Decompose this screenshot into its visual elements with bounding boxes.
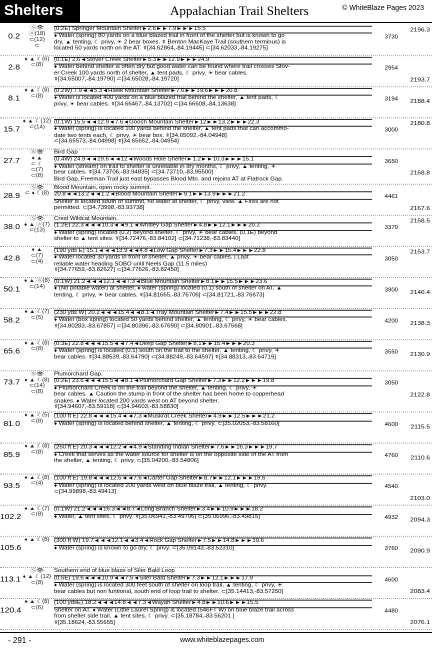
entry-line: ⊂[34.99898,-83.49413] — [54, 489, 117, 495]
entry-line: ☤[34.94607,-83.59118] ⊂[34.94603,-83.58830] — [54, 404, 179, 410]
mileage-value: 2090.9 — [410, 548, 430, 555]
amenity-icon: ⊂(8) — [30, 389, 44, 395]
mile-marker: 50.1 — [3, 284, 20, 294]
mileage-value — [400, 527, 430, 536]
mileage-value — [400, 139, 430, 148]
entry-line: ♦ Water behind shelter is often dry but good water can be found where trail crosses Stov- — [54, 64, 290, 70]
amenity-icon: ♦ ▲ ☾(6) — [24, 56, 50, 62]
mileage-value — [400, 152, 430, 161]
amenity-icons — [22, 149, 52, 183]
elevation: 4600 — [384, 422, 398, 428]
shelter-name-line: (100 ydsE) 18.2◄◄◄14.8◄◄7.3◄Wayah Shelter►4.8►►10.6►►►15.5 — [54, 600, 372, 608]
shelter-name-line: (250 ft E) 20.3◄◄◄12.2◄◄4.9◄Standing Indian Shelter►7.6►►16.3►►►19.7 — [54, 445, 372, 453]
mile-marker: 8.1 — [8, 93, 20, 103]
elevation: 4600 — [384, 578, 398, 584]
mileage-value — [400, 434, 430, 443]
entry-text — [52, 56, 374, 86]
shelter-name-line: (0.1E) 2.6◄Stover Creek Shelter►5.3►►12.9►►►24.9 — [54, 57, 372, 65]
amenity-icon: ♦ ▲ ☾(12) — [22, 574, 52, 580]
entry-line: from shelter side trail, ▲ tent sites, ☾ privy. ⊂[35.18784,-83.56201 ] — [54, 614, 235, 620]
mileage-value — [400, 268, 430, 277]
mileage-value — [400, 330, 430, 339]
entry-text — [52, 278, 374, 308]
mileage-value — [400, 259, 430, 268]
amenity-icons — [22, 25, 52, 55]
amenity-icon: ♦ ▲ — [31, 247, 43, 253]
northbound-mileage — [400, 475, 432, 505]
amenity-icons — [22, 118, 52, 148]
mileage-value — [400, 37, 430, 46]
amenity-icon: ⊂(14) — [29, 124, 45, 131]
entry-line: ☤[34.80283,-83.67857] ⊂[34.80396,-83.67690] ⊂[34.80901,-83.67568] — [54, 324, 243, 330]
shelter-name-line: (0.2W) 7.9◄◄5.3◄Hawk Mountain Shelter►7.6►►19.6►►►20.8 — [54, 88, 372, 96]
mileage-value — [400, 59, 430, 68]
shelter-entry — [0, 56, 432, 87]
entry-line: bear cables. ▲ Caution the stump in front of the shelter has been home to copperhead — [54, 392, 285, 398]
entry-line: ☤[34.65007,-84.19790] ⊂[34.65028,-84.19720] — [54, 77, 179, 83]
shelter-entry — [0, 371, 432, 413]
elevation: 3650 — [384, 159, 398, 165]
elevation: 3900 — [384, 288, 398, 294]
entry-text — [52, 216, 374, 246]
mileage-value — [400, 602, 430, 611]
mileage-value — [400, 580, 430, 589]
website-link[interactable]: www.whiteblazepages.com — [180, 637, 265, 644]
entry-line: Shelter is located south of summit, no water at shelter, ☾ privy, view. ▲ Fires are not — [54, 199, 279, 205]
mileage-value — [400, 374, 430, 383]
mile-marker: 105.6 — [0, 543, 22, 553]
mile-marker: 38.0 — [3, 222, 20, 231]
amenity-icon: ♦ ▲ ☾(12) — [22, 119, 52, 125]
mile-marker: 73.7 — [3, 377, 20, 387]
amenity-icons — [22, 278, 52, 308]
mileage-value: 2094.3 — [410, 517, 430, 524]
entry-line: ♦ Water (spring) is known to go dry, ☾ privy. ⊂[35.09143,-83.52310] — [54, 545, 235, 551]
entry-line: ♦ Water (spring) is located behind shelter, ▲ tenting, ☾ privy. ⊂[35.02053,-83.58160] — [54, 421, 280, 427]
northbound-mileage — [400, 444, 432, 474]
mileage-value — [400, 312, 430, 321]
amenity-icon: ⊂(14) — [29, 284, 45, 290]
entry-text — [52, 475, 374, 505]
entry-text — [52, 413, 374, 443]
mileage-value: 2115.5 — [410, 424, 430, 431]
mileage-value: 2158.5 — [410, 218, 430, 225]
mileage-value — [400, 237, 430, 246]
mileage-value: 2138.3 — [410, 320, 430, 327]
amenity-icon: Ⓢ👁 — [30, 216, 44, 222]
amenity-icons — [22, 247, 52, 277]
entry-text — [52, 444, 374, 474]
shelter-name-line: (230 yds W) 20.2◄◄◄15.4◄◄8.1◄Tray Mountain Shelter►7.4►►15.5►►►22.8 — [54, 310, 372, 318]
entry-line: ♦ Plumorchard Creek is on the trail beyond the shelter, ▲ tenting, ☾ privy, ☀ — [54, 386, 258, 392]
amenity-icon: ⊂ ♦ ☾(8) — [24, 191, 50, 197]
mileage-value: 2168.8 — [410, 170, 430, 177]
amenity-icon: ♦ ▲ ☾(8) — [24, 88, 50, 94]
shelter-name-line: (100 ft E) 22.8◄◄◄15.4◄◄7.3◄Muskrat Creek Shelter►4.9►►12.5►►►21.2 — [54, 414, 372, 422]
amenity-icon: Ⓢ👁 — [30, 25, 44, 31]
shelter-name-line: (0.5E) 19.6◄◄◄10.9◄◄7.5◄Siler Bald Shelter►7.3►►12.1►►►17.9 — [54, 575, 372, 583]
amenity-icon: ♦ ▲ ⓐ(8) — [24, 278, 50, 284]
shelter-entry — [0, 309, 432, 340]
northbound-mileage — [400, 149, 432, 183]
shelter-name-line: (190 yds E) 15.1◄◄◄13.9◄◄4.8◄Low Gap Shelter►7.3►►15.4►►►22.8 — [54, 248, 372, 256]
mileage-value — [400, 361, 430, 370]
mile-marker: 2.8 — [8, 62, 20, 72]
entry-text — [52, 599, 374, 629]
mileage-value — [400, 415, 430, 424]
amenity-icon: ⓐ(18) — [28, 31, 46, 37]
mileage-value — [400, 343, 430, 352]
copyright-notice: © WhiteBlaze Pages 2023 — [342, 5, 424, 12]
amenity-icon: ⊂(8) — [30, 580, 44, 586]
amenity-icon: ♦ ▲ ☾(7) — [24, 309, 50, 315]
mileage-value — [400, 280, 430, 289]
entry-text — [52, 340, 374, 370]
northbound-mileage — [400, 118, 432, 148]
entry-text — [52, 25, 374, 55]
mile-marker: 28.9 — [3, 191, 20, 200]
shelter-name-line: (0.3E) 22.8◄◄◄15.5◄◄7.4◄Deep Gap Shelter►8.1►►15.4►►►20.3 — [54, 341, 372, 349]
amenity-icon: Ⓢ👁 — [30, 150, 44, 156]
mileage-value — [400, 571, 430, 580]
mileage-value — [400, 611, 430, 620]
northbound-mileage — [400, 87, 432, 117]
mileage-value: 2130.9 — [410, 351, 430, 358]
mileage-value — [400, 465, 430, 474]
amenity-icon: ♦ ▲ ☾(8) — [24, 377, 50, 383]
elevation: 3370 — [384, 225, 398, 231]
amenity-icon: ⊂(5) — [30, 315, 44, 321]
amenity-icons — [22, 506, 52, 536]
elevation: 4932 — [384, 516, 398, 522]
amenity-icons — [22, 599, 52, 629]
mileage-value: 2146.4 — [410, 289, 430, 296]
mile-marker: 93.5 — [3, 481, 20, 491]
shelter-entry — [0, 118, 432, 149]
entry-text — [52, 537, 374, 567]
elevation: 4461 — [384, 194, 398, 200]
amenity-icon: ♦ ▲ ☾(8) — [24, 537, 50, 544]
amenity-icon: ⊂(8) — [30, 512, 44, 518]
entry-line: Plumorchard Gap. — [54, 372, 103, 378]
amenity-icons — [22, 340, 52, 370]
elevation: 3194 — [384, 97, 398, 103]
shelter-name-line: (0.4W) 24.9◄◄19.6◄◄12◄Woods Hole Shelter►1.2►►10.3►►►15.1 — [54, 156, 372, 164]
shelter-entry — [0, 25, 432, 56]
mileage-value — [400, 299, 430, 308]
amenity-icon: Ⓢ👁 — [30, 185, 44, 191]
mileage-value: 2180.8 — [410, 120, 430, 127]
entry-line: ☤[35.18624,-83.55655] — [54, 620, 116, 626]
shelter-entry — [0, 444, 432, 475]
mileage-value — [400, 558, 430, 567]
entry-line: the shelter, ▲ tenting, ☾ privy. ⊂[35.04200,-83.54806] — [54, 458, 199, 464]
entry-line: ⊂[34.65573,-84.04998] ☤[34.65652,-84.04954] — [54, 139, 179, 145]
entry-line: ♦ Water located 30 yards in front of shelter, ▲ privy, ☀ bear cables. | Last — [54, 255, 249, 261]
shelter-entry — [0, 599, 432, 630]
entry-line: privy, ☀ bear cables. ☤[34.66467,-84.13702] ⊂[34.66608,-84.13638] — [54, 102, 236, 108]
mileage-value: 2153.7 — [410, 249, 430, 256]
entry-line: ♦ Water is located 400 yards on a blue blazed trail behind the shelter, ▲ tent pads, ☾ — [54, 95, 280, 101]
amenity-icon: ⊂(14) — [29, 383, 45, 389]
entry-line: ☤[34.77659,-83.82627] ⊂[34.77626,-83.82450] — [54, 268, 179, 274]
entry-text — [52, 568, 374, 598]
mileage-value: 2188.4 — [410, 98, 430, 105]
shelter-name-line: (1.2E) 22.3◄◄◄10.3◄◄9.1◄Whitley Gap Shelter►4.8►►12.1►►►20.2 — [54, 223, 372, 231]
entry-line: located 50 yards north on the AT. ☤[34.62864,-84.19445] ⊂[34.62033,-84.19275] — [54, 46, 268, 52]
elevation: 3760 — [384, 547, 398, 553]
mileage-value: 2193.7 — [410, 77, 430, 83]
mile-marker: 113.1 — [0, 574, 21, 584]
elevation: 3050 — [384, 381, 398, 387]
amenity-icons — [22, 537, 52, 567]
entry-line: Bird Gap, Freeman Trail just east bypasses Blood Mtn. and rejoins AT at Flatrock Gap. — [54, 176, 284, 182]
mile-marker: 42.8 — [3, 253, 20, 262]
amenity-icon: Ⓢ👁 — [30, 569, 44, 575]
entry-line: reliable water heading SOBO until Neels Gap (11.5 miles) — [54, 261, 207, 267]
northbound-mileage — [400, 185, 432, 215]
amenity-icon: ⊂(12) — [29, 37, 45, 43]
mileage-value — [400, 196, 430, 205]
amenity-icon: ⊂(13) — [29, 228, 45, 234]
amenity-icon: ⊂ — [34, 43, 40, 49]
entry-line: ♦ Water (spring) is located 100 yards behind the shelter, ▲ tent pads that can accommo- — [54, 127, 289, 133]
entry-line: date two tents each, ☾ privy, ☀ bear box. ☤[34.65092,-84.04948] — [54, 133, 227, 139]
shelter-entry — [0, 185, 432, 216]
elevation: 3050 — [384, 256, 398, 262]
entry-line: permitted. ⊂[34.73998,-83.93738] — [54, 205, 145, 211]
mileage-value — [400, 509, 430, 518]
mileage-value — [400, 540, 430, 549]
entry-line: ♦ Water (spring) is located 200 yards west on blue blaze trail, ▲ tenting, ☾ privy. — [54, 483, 268, 489]
shelter-entry — [0, 413, 432, 444]
mileage-value: 2122.8 — [410, 392, 430, 399]
northbound-mileage — [400, 25, 432, 55]
entry-line: ♦ Water (spring) located (0.2) beyond shelter, ☾ privy, ☀ bear cables. (0.1E) beyond — [54, 230, 278, 236]
entry-line: ♦ Water (spring) is located (0.1) south on the trail to the shelter, ▲ tenting, ☾ privy, ☀ — [54, 348, 280, 354]
mileage-value — [400, 187, 430, 196]
entry-line: ♦ Water (spring) 80 yards on a blue blazed trail in front of the shelter but is known to go — [54, 33, 285, 39]
entry-text — [52, 309, 374, 339]
page-number: - 291 - — [8, 636, 32, 645]
page-title: Appalachian Trail Shelters — [170, 3, 309, 18]
mile-marker: 0.2 — [8, 31, 20, 41]
shelter-name-line: (0.2E) 23.6◄◄◄15.5◄◄8.1◄Plumorchard Gap Shelter►7.3►►12.2►►►19.8 — [54, 378, 372, 386]
shelter-entry — [0, 149, 432, 184]
shelter-entry — [0, 340, 432, 371]
amenity-icon: ♦ ▲ ☾(8) — [24, 600, 50, 606]
entry-line: ♦ Water (spring) is located 300 feet south of shelter on loop trail, ▲ tenting, ☾ privy, ☀ — [54, 583, 283, 589]
amenity-icon: ⊂(4) — [30, 481, 44, 487]
mileage-value: 2076.1 — [410, 620, 430, 627]
shelter-list — [0, 25, 432, 630]
amenity-icons — [22, 216, 52, 246]
shelter-entry — [0, 247, 432, 278]
amenity-icons — [22, 56, 52, 86]
shelter-entry — [0, 216, 432, 247]
page-footer — [0, 632, 432, 648]
northbound-mileage — [400, 278, 432, 308]
elevation: 3000 — [384, 128, 398, 134]
northbound-mileage — [400, 371, 432, 412]
mileage-value — [400, 90, 430, 99]
mileage-value — [400, 46, 430, 55]
amenity-icons — [22, 309, 52, 339]
entry-line: snakes. ♦ Water located 200 yards west on AT beyond shelter. — [54, 398, 220, 404]
mileage-value: 2167.6 — [410, 205, 430, 212]
mileage-value — [400, 130, 430, 139]
mileage-value — [400, 161, 430, 170]
mile-marker: 81.0 — [3, 419, 20, 428]
amenity-icon: ⊂(6) — [30, 606, 44, 612]
entry-line: bear cables. ☤[34.88539,-83.64790] ⊂[34.88249,-83.64597] ☤[34.88313,-83.64719] — [54, 355, 276, 361]
amenity-icon: ⊂(8) — [30, 93, 44, 99]
northbound-mileage — [400, 599, 432, 629]
amenity-icon: ♦ ▲ ☾(5) — [24, 413, 50, 419]
northbound-mileage — [400, 506, 432, 536]
shelter-name-line: (0.1W) 21.2◄◄◄16.3◄◄8.7◄Long Branch Shelter►3.4►►10.9►►►18.2 — [54, 507, 372, 515]
mileage-value — [400, 228, 430, 237]
elevation: 4540 — [384, 485, 398, 491]
northbound-mileage — [400, 340, 432, 370]
amenity-icon: ♦ ▲ ☾(8) — [24, 444, 50, 450]
northbound-mileage — [400, 216, 432, 246]
northbound-mileage — [400, 56, 432, 86]
mile-marker: 85.9 — [3, 450, 20, 459]
amenity-icon: ♦ ▲ ☾(8) — [24, 475, 50, 481]
shelter-name-line: (0.1W) 21.2◄◄◄12.1◄◄7.3◄Blue Mountain Shelter►8.1►►15.5►►►23.6 — [54, 279, 372, 287]
entry-line: ♦ (No potable water) at shelter, ♦ water (spring) located (0.1) south of shelter on AT, ▲ — [54, 286, 283, 292]
header-divider — [0, 22, 432, 23]
shelter-name-line: 20.8◄◄13.2◄◄1.2◄Blood Mountain Shelter►9.1►►13.9►►►21.2 — [54, 192, 372, 200]
shelter-name-line: (0.2E) Springer Mountain Shelter►2.6►►7.9►►►15.5 — [54, 26, 372, 34]
amenity-icon: ♦ ▲ ⓐ(7) — [24, 222, 50, 228]
shelter-entry — [0, 278, 432, 309]
amenity-icon: ⊂(4) — [30, 259, 44, 265]
mileage-value — [400, 477, 430, 486]
elevation: 3550 — [384, 350, 398, 356]
amenity-icon: ⊂(8) — [30, 450, 44, 456]
amenity-icon: ♦ ▲ — [31, 156, 43, 162]
entry-line: Shelter on AT. ♦ Water (Little Laurel Spring) is located (546FT W) on blue blaze trail across — [54, 608, 295, 614]
amenity-icon: ⊂(7) — [30, 167, 44, 173]
shelter-entry — [0, 568, 432, 599]
entry-line: bear cables. ☤[34.73706,-83.94835] ⊂[34.73710,-83.95500] — [54, 170, 214, 176]
amenity-icon: ⊂(8) — [30, 173, 44, 179]
entry-text — [52, 247, 374, 277]
elevation: 3730 — [384, 35, 398, 41]
entry-text — [52, 185, 374, 215]
mile-marker: 15.7 — [3, 124, 20, 134]
mileage-value — [400, 108, 430, 117]
entry-line: Blood Mountain, open rocky summit. — [54, 185, 152, 191]
entry-line: Bird Gap — [54, 150, 78, 156]
amenity-icon: ♦ ▲ ☾(8) — [24, 340, 50, 347]
northbound-mileage — [400, 309, 432, 339]
northbound-mileage — [400, 413, 432, 443]
shelter-entry — [0, 506, 432, 537]
amenity-icon: ⊂(7) — [30, 253, 44, 259]
shelter-name-line: (300 ft W) 19.7◄◄◄12.1◄◄3.4◄Rock Gap Shelter►7.5►►14.8►►►19.6 — [54, 538, 372, 546]
entry-text — [52, 149, 374, 183]
entry-text — [52, 506, 374, 536]
mileage-value — [400, 68, 430, 77]
northbound-mileage — [400, 568, 432, 598]
amenity-icon: ⊂(8) — [30, 419, 44, 425]
elevation: 4200 — [384, 319, 398, 325]
mile-marker: 65.6 — [3, 346, 20, 356]
elevation: 4760 — [384, 453, 398, 459]
amenity-icon: ⊂(8) — [30, 346, 44, 352]
amenity-icons — [22, 185, 52, 215]
amenity-icons — [22, 371, 52, 412]
entry-line: ♦ Water (box spring) located 50 yards behind shelter, ▲ tenting, ☾ privy, ☀ bear cables. — [54, 317, 288, 323]
amenity-icon: ⊂ ☾ — [30, 161, 44, 168]
amenity-icon: ♦ ▲ ☾(7) — [24, 506, 50, 512]
shelter-entry — [0, 475, 432, 506]
entry-line: Crest Wildcat Mountain. — [54, 216, 118, 222]
entry-line: Southern end of blue blaze of Siler Bald Loop — [54, 569, 175, 575]
mile-marker: 58.2 — [3, 315, 20, 325]
mileage-value: 2196.3 — [410, 27, 430, 34]
entry-text — [52, 118, 374, 148]
entry-line: tenting, ☾ privy, ☀ bear cables. ☤[34.81665,-83.76706] ⊂[34.81721,-83.76673] — [54, 292, 265, 298]
shelter-entry — [0, 87, 432, 118]
page-header — [0, 0, 432, 22]
entry-line: shelter to ▲ tent sites. ☤[34.72476,-83.84102] ⊂[34.71238,-83.83440] — [54, 236, 241, 243]
mile-marker: 120.4 — [0, 606, 22, 615]
elevation: 4480 — [384, 609, 398, 615]
amenity-icons — [22, 444, 52, 474]
mileage-value: 2103.0 — [410, 495, 430, 502]
entry-text — [52, 87, 374, 117]
mileage-value — [400, 487, 430, 496]
shelter-name-line: (0.1W) 15.5◄◄12.9◄7.6◄Gooch Mountain Shelter►12►►13.2►►►22.3 — [54, 119, 372, 127]
entry-line: ♦ Water, ▲ tent sites, ☾ privy. ☤[35.06941,-83.49706] ⊂[35.06996,-83.49815] — [54, 514, 260, 520]
entry-line: er Creek 100 yards north of shelter, ▲ tent pads, ☾ privy, ☀ bear cables. — [54, 71, 248, 77]
mile-marker: 27.7 — [3, 156, 20, 165]
amenity-icons — [22, 568, 52, 598]
mileage-value — [400, 383, 430, 392]
mile-marker: 102.2 — [0, 512, 22, 522]
shelter-entry — [0, 537, 432, 568]
amenity-icon: ⊂(8) — [30, 62, 44, 68]
mileage-value: 2083.4 — [410, 589, 430, 596]
section-tab: Shelters — [0, 0, 80, 22]
amenity-icons — [22, 87, 52, 117]
shelter-name-line: (100 ft E) 19.8◄◄◄12.5◄◄7.6◄Carter Gap Shelter►8.7►►12.1►►►19.6 — [54, 476, 372, 484]
northbound-mileage — [400, 247, 432, 277]
entry-line: ♦ Creek that serves as the water source for shelter is on the opposite side of the AT from — [54, 452, 289, 458]
entry-text — [52, 371, 374, 412]
mileage-value: 2110.6 — [410, 455, 430, 462]
entry-line: ♦ Water (stream) on trail to shelter is unreliable in dry months, ☾ privy, ▲ tenting, ☀ — [54, 164, 277, 170]
entry-line: dry, ▲ tenting, ☾ privy, ☀ 2 bear boxes. ☤ Benton MacKaye Trail (southern terminus) is — [54, 39, 286, 46]
mileage-value — [400, 446, 430, 455]
entry-line: bear cables but non funtional, south end of loop trail to shelter. ⊂[35.14413,-83.57250] — [54, 589, 284, 595]
amenity-icons — [22, 413, 52, 443]
amenity-icons — [22, 475, 52, 505]
northbound-mileage — [400, 537, 432, 567]
amenity-icon: Ⓢ👁 — [30, 372, 44, 378]
elevation: 2954 — [384, 66, 398, 72]
